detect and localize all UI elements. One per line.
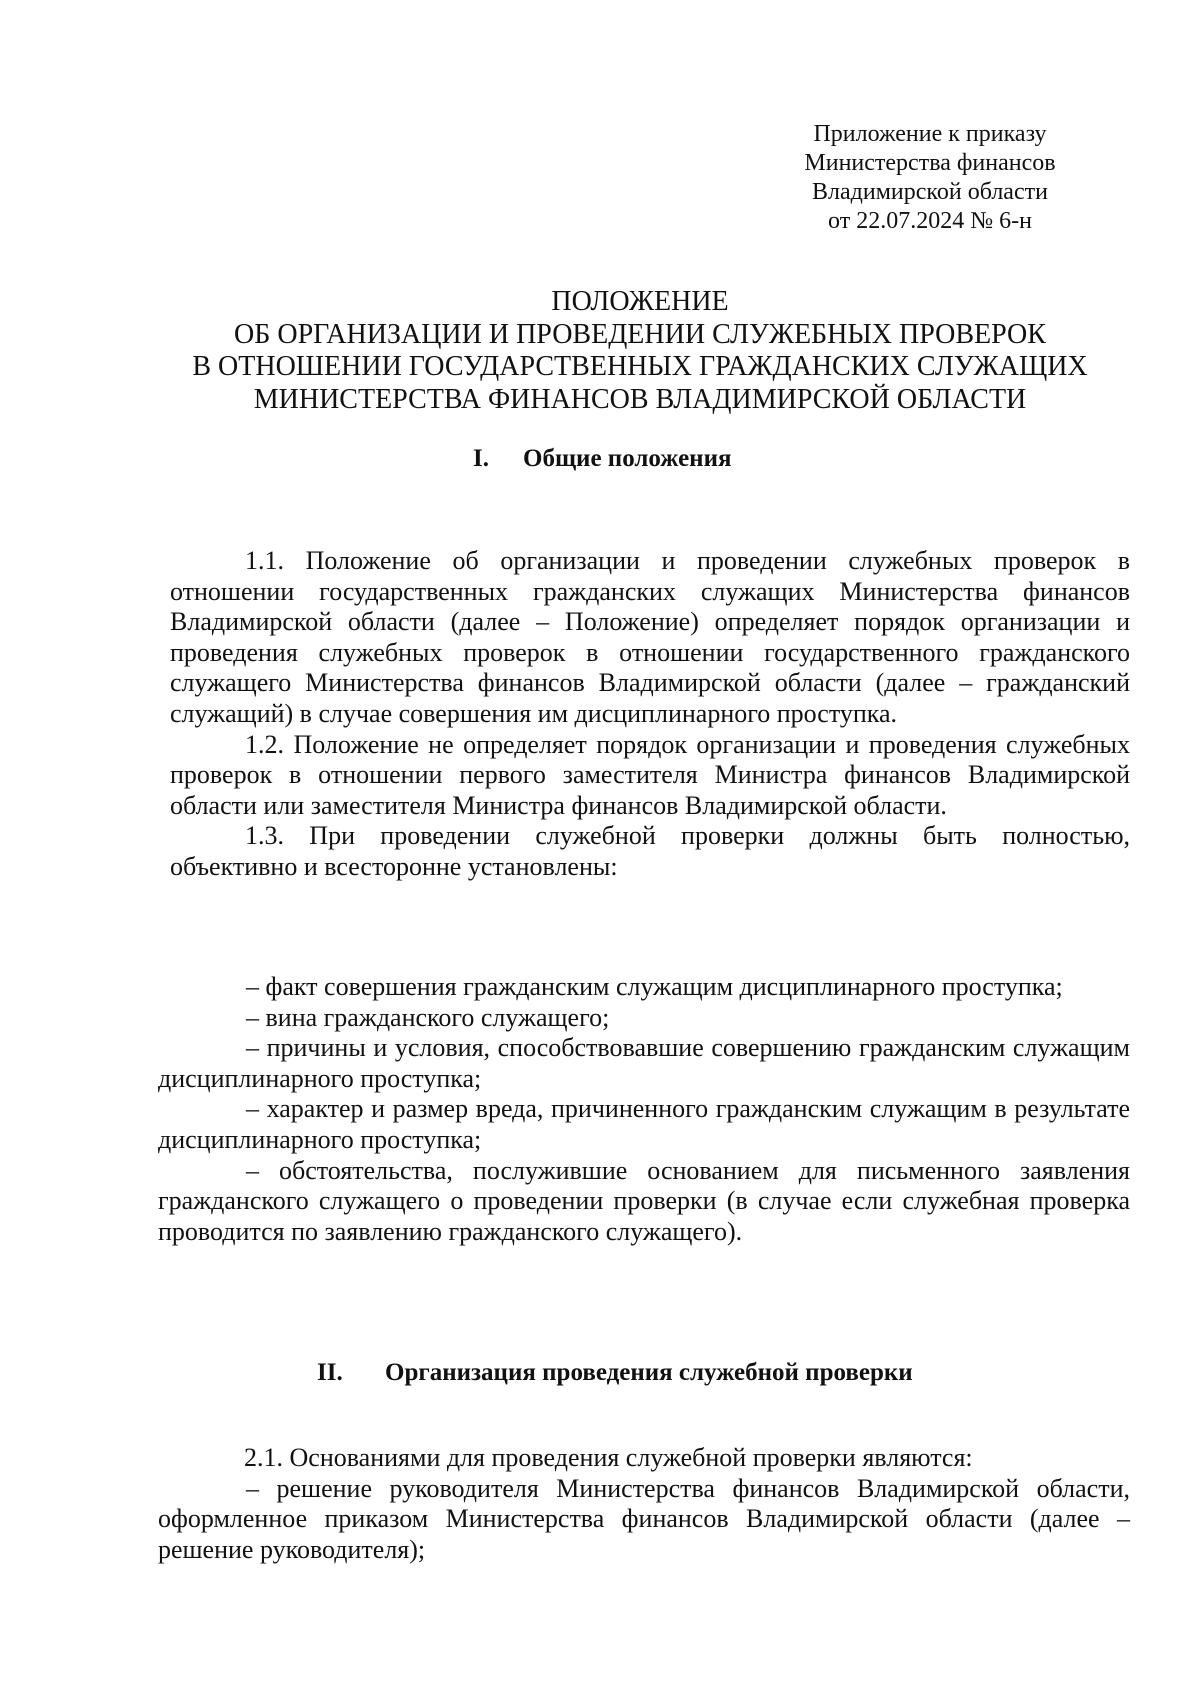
- section-title: Организация проведения служебной проверки: [385, 1359, 913, 1386]
- approval-stamp: [790, 120, 1070, 236]
- approval-line: Приложение к приказу: [813, 121, 1047, 147]
- section-number: II.: [317, 1359, 343, 1386]
- paragraph-1-1: 1.1. Положение об организации и проведении служебных проверок в отношении государственных гражданских служащих Министерства финансов Владимирской области (далее – Положение) определяет порядок организации и проведения служебных проверок в отношении государственного гражданского служащего Министерства финансов Владимирской области (далее – гражданский служащий) в случае совершения им дисциплинарного проступка.: [170, 546, 1130, 728]
- paragraph-1-2: 1.2. Положение не определяет порядок организации и проведения служебных проверок в отношении первого заместителя Министра финансов Владимирской области или заместителя Министра финансов Владимирской области.: [170, 729, 1130, 820]
- section-1-paragraphs: [170, 546, 1130, 883]
- paragraph-1-3: 1.3. При проведении служебной проверки должны быть полностью, объективно и всесторонне установлены:: [170, 821, 1130, 881]
- title-line: ПОЛОЖЕНИЕ: [551, 286, 729, 317]
- list-item: – характер и размер вреда, причиненного гражданским служащим в результате дисциплинарного проступка;: [158, 1094, 1130, 1154]
- list-item: – обстоятельства, послужившие основанием для письменного заявления гражданского служащего о проведении проверки (в случае если служебная проверка проводится по заявлению гражданского служащего).: [158, 1155, 1130, 1246]
- section-title: Общие положения: [523, 445, 732, 472]
- section-heading-2: [317, 1358, 913, 1388]
- list-item: – решение руководителя Министерства финансов Владимирской области, оформленное приказом Министерства финансов Владимирской области (далее – решение руководителя);: [158, 1473, 1130, 1564]
- title-line: ОБ ОРГАНИЗАЦИИ И ПРОВЕДЕНИИ СЛУЖЕБНЫХ ПРОВЕРОК: [234, 318, 1046, 350]
- section-2-paragraphs: [158, 1443, 1130, 1565]
- list-item: – причины и условия, способствовавшие совершению гражданским служащим дисциплинарного проступка;: [158, 1033, 1130, 1093]
- title-line: В ОТНОШЕНИИ ГОСУДАРСТВЕННЫХ ГРАЖДАНСКИХ СЛУЖАЩИХ: [192, 351, 1088, 382]
- document-title: [120, 286, 1160, 416]
- section-1-list: [158, 972, 1130, 1247]
- approval-line: Министерства финансов: [804, 150, 1056, 176]
- section-heading-1: [473, 444, 732, 474]
- paragraph-2-1: 2.1. Основаниями для проведения служебной проверки являются:: [244, 1443, 973, 1472]
- approval-date-number: от 22.07.2024 № 6-н: [828, 208, 1032, 234]
- list-item: – факт совершения гражданским служащим дисциплинарного проступка;: [246, 972, 1063, 1001]
- title-line: МИНИСТЕРСТВА ФИНАНСОВ ВЛАДИМИРСКОЙ ОБЛАСТИ: [253, 383, 1027, 415]
- list-item: – вина гражданского служащего;: [246, 1002, 610, 1032]
- section-number: I.: [473, 445, 489, 472]
- approval-line: Владимирской области: [812, 179, 1048, 205]
